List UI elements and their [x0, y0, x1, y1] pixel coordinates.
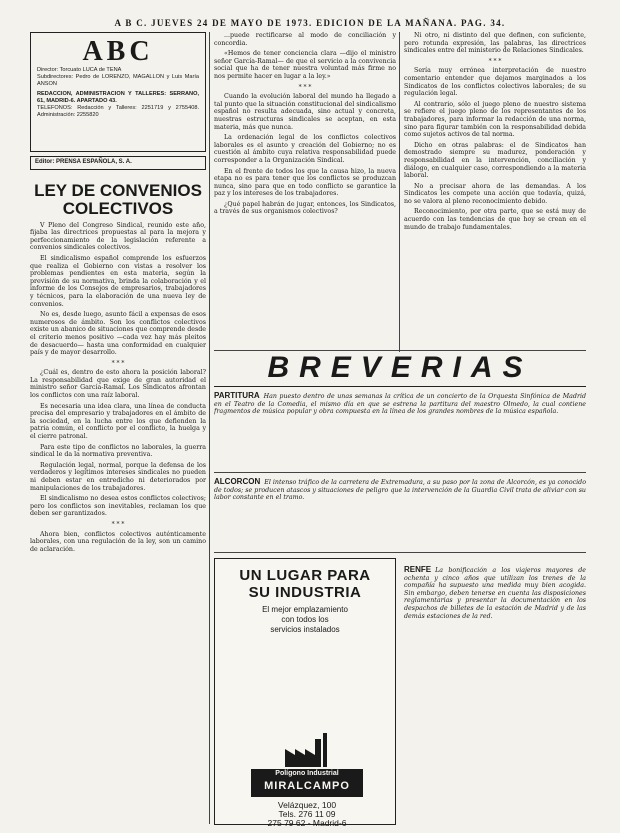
paragraph: Ahora bien, conflictos colectivos auténticamente laborales, con una regulación de la ley, son un camino de aclaración. [30, 530, 206, 553]
paragraph: El sindicalismo español comprende los esfuerzos que realiza el Gobierno con vistas a resolver los problemas pendientes en esta materia, según la previsión de su normativa, brinda la colaboración y el informe de los Consejos de empresarios, trabajadores y técnicos, para la elaboración de una nueva ley de convenios. [30, 254, 206, 308]
left-column [30, 32, 206, 556]
ad-sub-line1: El mejor emplazamiento [262, 605, 348, 614]
brevia-text: La bonificación a los viajeros mayores de ochenta y cinco años que utilizan los trenes de la compañía ha supuesto una medida muy bien acogida. Sin embargo, deben tenerse en cuenta las disposiciones reglamentarias y presentar la documentación en los despachos de billetes de la estación de Madrid y de las demás estaciones de la red. [404, 567, 586, 620]
brevia-text: El intenso tráfico de la carretera de Extremadura, a su paso por la zona de Alcorcón, es ya conocido de todos; se producen atascos y situaciones de peligro que la intervención de la Guardia Civil trata de aliviar con su labor constante en el tramo. [214, 479, 586, 502]
redaccion-line: REDACCION, ADMINISTRACION Y TALLERES: SERRANO, 61, MADRID-6. APARTADO 43. [37, 91, 199, 104]
ad-box-line1: Polígono Industrial [275, 770, 339, 777]
column-divider-1 [209, 32, 210, 824]
paragraph: ¿Qué papel habrán de jugar, entonces, los Sindicatos, a través de sus organismos colectivos? [214, 200, 396, 216]
paragraph: Cuando la evolución laboral del mundo ha llegado a tal punto que la situación constitucional del sindicalismo español no resulta adecuada, sino actual y concreta, nuestras estructuras sindicales se aceptan, en esta materia, más que nunca. [214, 93, 396, 131]
paragraph: Regulación legal, normal, porque la defensa de los verdaderos y legítimos intereses sindicales no pueden ni deben estar en entredicho ni deteriorados por manipulaciones de los trabajadores. [30, 461, 206, 492]
paragraph: ...puede rectificarse al modo de conciliación y concordia. [214, 32, 396, 47]
paragraph: No es, desde luego, asunto fácil a expensas de esos numerosos de ámbito. Son los conflictos colectivos existe un abanico de situaciones que comprende desde el criterio menos positivo —cada vez hay más pleitos de desacuerdo— hasta una conformidad en cualquier país y de mayor desarrollo. [30, 311, 206, 357]
paragraph: Al contrario, sólo el juego pleno de nuestro sistema se refiere el juego pleno de los representantes de los trabajadores, para informar la redacción de una norma, sino para figurar también con la responsabilidad debida como sujetos activos de tal norma. [404, 100, 586, 139]
paragraph: No a precisar ahora de las demandas. A los Sindicatos les compete una acción que todavía, quizá, no se valora al pleno reconocimiento debido. [404, 182, 586, 205]
paragraph: El sindicalismo no desea estos conflictos colectivos; pero los conflictos son inevitables, reclaman los que deben ser garantizados. [30, 495, 206, 518]
page-header: A B C. JUEVES 24 DE MAYO DE 1973. EDICION DE LA MAÑANA. PAG. 34. [114, 18, 506, 28]
brevia-renfe [404, 566, 586, 821]
ad-box-line2: MIRALCAMPO [264, 780, 350, 792]
ad-sub-line3: servicios instalados [270, 625, 340, 634]
ad-addr-line1: Velázquez, 100 [277, 800, 337, 810]
paragraph: Reconocimiento, por otra parte, que se está muy de acuerdo con las tendencias de que hoy se crean en el mundo de trabajo fundamentales. [404, 208, 586, 231]
telefonos-line: TELEFONOS: Redacción y Talleres: 2251719 y 2755408. Administración: 2255820 [37, 105, 199, 118]
brevia-label: PARTITURA [214, 392, 260, 400]
editor-line: Editor: PRENSA ESPAÑOLA, S. A. [30, 156, 206, 170]
brevia-text: Han puesto dentro de unas semanas la crítica de un concierto de la Orquesta Sinfónica de Madrid en el Teatro de la Comedia, el mismo día en que se estrena la partitura del maestro Olmedo, la cual contiene fragmentos de música popular y obra compuesta en la línea de los grandes nombres de la música española. [214, 393, 586, 416]
column-divider-2 [399, 32, 400, 352]
paragraph: Sería muy errónea interpretación de nuestro comentario entender que dejamos marginados a los Sindicatos de los conflictos colectivos laborales; de su regulación legal. [404, 67, 586, 98]
brevia-partitura [214, 392, 586, 472]
breverias-bottom-rule [214, 386, 586, 387]
paragraph: Dicho en otras palabras: el de Sindicatos han demostrado siempre su madurez, ponderación y responsabilidad en la intervención, conciliación y diálogo, en cualquier caso, correspondiendo a la materia laboral. [404, 141, 586, 180]
article-title: LEY DE CONVENIOS COLECTIVOS [34, 180, 202, 218]
ad-sub-line2: con todos los [281, 615, 329, 624]
right-column [404, 32, 586, 234]
paragraph: «Hemos de tener conciencia clara —dijo el ministro señor García-Ramal— de que el servicio a la convivencia social que ha de tener nuestra voluntad más firme no nos permite hacer en lugar a la ley.» [214, 50, 396, 80]
paragraph: Es necesaria una idea clara, una línea de conducta precisa del empresario y trabajadores en el ámbito de la sociedad, en la lucha entre los que defienden la patria común, el conflicto por el conflicto, la huelga y el cierre patronal. [30, 402, 206, 441]
paragraph: La ordenación legal de los conflictos colectivos laborales es el asunto y creación del Gobierno; no es cuestión al ámbito cuya relativa responsabilidad puede corresponder a la Organización Sindical. [214, 134, 396, 164]
article-body [30, 222, 206, 554]
ad-title-line1: UN LUGAR PARA [239, 567, 371, 584]
director-line: Director: Torcuato LUCA de TENA [37, 67, 122, 73]
paragraph: Para este tipo de conflictos no laborales, la guerra sindical le da la normativa preventiva. [30, 443, 206, 459]
brevia-divider [214, 552, 586, 553]
brevia-label: RENFE [404, 566, 432, 574]
industry-advertisement [214, 558, 396, 828]
middle-column [214, 32, 396, 219]
ad-addr-line3: 275 79 62 - Madrid-6 [267, 818, 347, 828]
abc-logo: ABC [82, 36, 154, 67]
ad-addr-line2: Tels. 276 11 09 [278, 809, 336, 819]
brevia-divider [214, 472, 586, 473]
brevia-label: ALCORCON [214, 478, 261, 486]
separator-stars: * * * [298, 83, 312, 91]
ad-address [251, 801, 363, 828]
brevia-alcorcon [214, 478, 586, 550]
breverias-title: BREVERIAS [267, 351, 533, 384]
paragraph: V Pleno del Congreso Sindical, reunido este año, fijaba las directrices propuestas al para la mejora y perfeccionamiento de la legislación referente a convenios sindicales colectivos. [30, 221, 206, 252]
paragraph: Ni otro, ni distinto del que definen, con suficiente, pero rotunda expresión, las palabras, las directrices sindicales entre del ministerio de Relaciones Sindicales. [404, 32, 586, 55]
separator-stars: * * * [488, 57, 502, 65]
paragraph: ¿Cuál es, dentro de esto ahora la posición laboral? La responsabilidad que exige de gran autoridad el ministro señor García-Ramal. Los Sindicatos afrontan los conflictos con una raíz laboral. [30, 369, 206, 400]
abc-masthead-box [30, 32, 206, 152]
separator-stars: * * * [111, 359, 125, 367]
ad-title-line2: SU INDUSTRIA [248, 584, 362, 601]
separator-stars: * * * [111, 520, 125, 528]
paragraph: En el frente de todos los que la causa hizo, la nueva etapa no es para tener que los conflictos se produzcan nunca, sino para que en todo conflicto se garantice la paz y los intereses de los trabajadores. [214, 167, 396, 198]
ad-name-box [251, 769, 363, 797]
factory-logo-icon [281, 729, 333, 769]
subdirectores-line: Subdirectores: Pedro de LORENZO, MAGALLON y Luis María ANSON [37, 74, 199, 87]
